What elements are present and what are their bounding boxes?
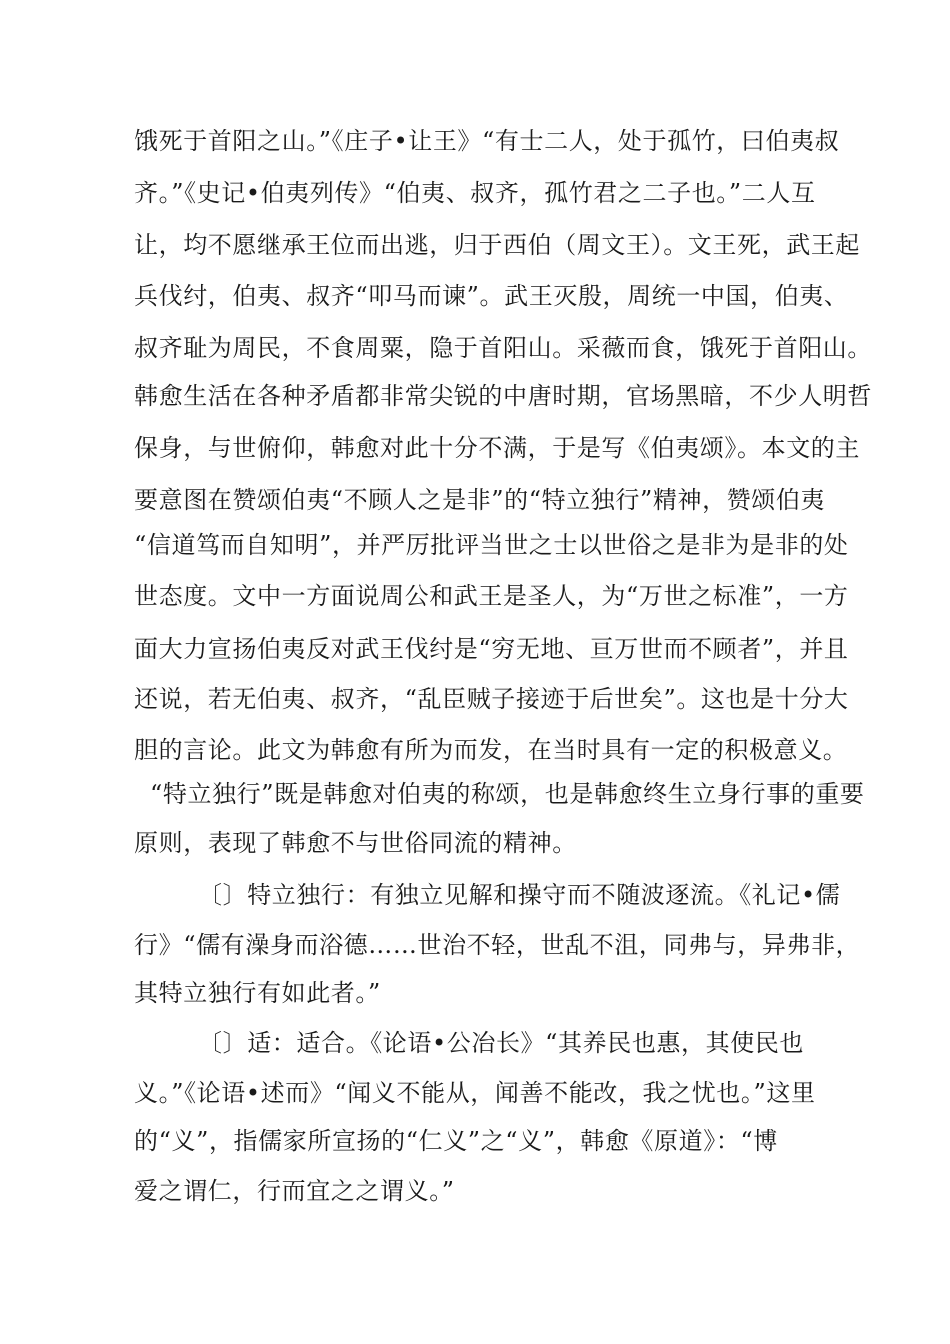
text-line: 胆的言论。此文为韩愈有所为而发，在当时具有一定的积极意义。 (134, 736, 848, 764)
text-line: “特立独行”既是韩愈对伯夷的称颂，也是韩愈终生立身行事的重要 (150, 780, 865, 808)
footnote-line: 的“义”，指儒家所宣扬的“仁义”之“义”，韩愈《原道》：“博 (134, 1127, 778, 1155)
text-line: 要意图在赞颂伯夷“不顾人之是非”的“特立独行”精神，赞颂伯夷 (134, 486, 826, 514)
text-line: 叔齐耻为周民，不食周粟，隐于首阳山。采薇而食，饿死于首阳山。 (134, 334, 872, 362)
footnote-line: 其特立独行有如此者。” (134, 979, 381, 1007)
footnote-line: 行》“儒有澡身而浴德……世治不轻，世乱不沮，同弗与，异弗非， (134, 931, 861, 959)
text-line: 保身，与世俯仰，韩愈对此十分不满，于是写《伯夷颂》。本文的主 (134, 434, 860, 462)
text-line: 让，均不愿继承王位而出逃，归于西伯（周文王）。文王死，武王起 (134, 231, 860, 259)
text-line: “信道笃而自知明”，并严厉批评当世之士以世俗之是非为是非的处 (134, 531, 849, 559)
text-line: 世态度。文中一方面说周公和武王是圣人，为“万世之标准”，一方 (134, 582, 849, 610)
footnote-line: 〔〕特立独行：有独立见解和操守而不随波逐流。《礼记•儒 (198, 881, 841, 909)
text-line: 齐。”《史记•伯夷列传》“伯夷、叔齐，孤竹君之二子也。”二人互 (134, 179, 816, 207)
footnote-line: 义。”《论语•述而》“闻义不能从，闻善不能改，我之忧也。”这里 (134, 1079, 816, 1107)
footnote-line: 〔〕适：适合。《论语•公冶长》“其养民也惠，其使民也 (198, 1029, 805, 1057)
text-line: 饿死于首阳之山。”《庄子•让王》“有士二人，处于孤竹，曰伯夷叔 (134, 127, 840, 155)
text-line: 还说，若无伯夷、叔齐，“乱臣贼子接迹于后世矣”。这也是十分大 (134, 685, 849, 713)
text-line: 兵伐纣，伯夷、叔齐“叩马而谏”。武王灭殷，周统一中国，伯夷、 (134, 282, 849, 310)
text-line: 面大力宣扬伯夷反对武王伐纣是“穷无地、亘万世而不顾者”，并且 (134, 635, 849, 663)
footnote-line: 爱之谓仁，行而宜之之谓义。” (134, 1177, 455, 1205)
text-line: 原则，表现了韩愈不与世俗同流的精神。 (134, 829, 577, 857)
text-line: 韩愈生活在各种矛盾都非常尖锐的中唐时期，官场黑暗，不少人明哲 (134, 382, 872, 410)
